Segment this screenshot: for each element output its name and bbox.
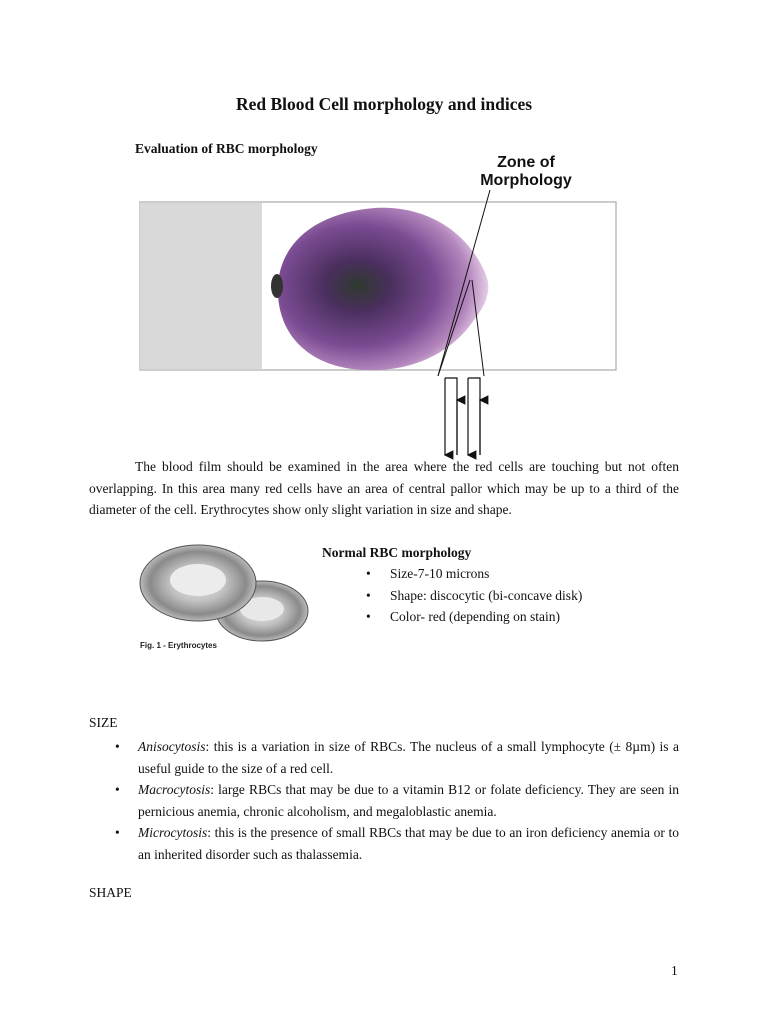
list-item: • Shape: discocytic (bi-concave disk) <box>322 585 582 607</box>
list-item: • Anisocytosis: this is a variation in size of RBCs. The nucleus of a small lymphocyte (± 8µm) is a useful guide to the size of a red cell. <box>89 736 679 779</box>
size-heading: SIZE <box>89 715 118 730</box>
size-list <box>89 736 679 865</box>
list-item: • Macrocytosis: large RBCs that may be due to a vitamin B12 or folate deficiency. They are seen in pernicious anemia, chronic alcoholism, and megaloblastic anemia. <box>89 779 679 822</box>
rbc-caption: Fig. 1 - Erythrocytes <box>140 641 217 650</box>
bullet-icon: • <box>115 825 120 840</box>
body-paragraph: The blood film should be examined in the area where the red cells are touching but not often overlapping. In this area many red cells have an area of central pallor which may be up to a third of the diameter of the cell. Erythrocytes show only slight variation in size and shape. <box>89 459 679 517</box>
zone-label-line2: Morphology <box>480 172 572 189</box>
bullet-icon: • <box>115 782 120 797</box>
page-number: 1 <box>671 963 678 978</box>
zone-label-line1: Zone of <box>497 154 555 171</box>
page-title: Red Blood Cell morphology and indices <box>235 94 533 114</box>
arrow-group <box>445 378 480 455</box>
list-item: • Color- red (depending on stain) <box>322 606 582 628</box>
erythrocytes-illustration <box>134 533 314 658</box>
bullet-icon: • <box>115 739 120 754</box>
bullet-icon: • <box>366 566 371 581</box>
bullet-icon: • <box>366 609 371 624</box>
shape-heading: SHAPE <box>89 885 132 900</box>
list-item: • Microcytosis: this is the presence of small RBCs that may be due to an iron deficiency anemia or to an inherited disorder such as thalassemia. <box>89 822 679 865</box>
list-item: • Size-7-10 microns <box>322 563 582 585</box>
smear-origin <box>271 274 283 298</box>
section-subtitle: Evaluation of RBC morphology <box>135 141 318 156</box>
normal-rbc-list <box>322 563 582 628</box>
bullet-icon: • <box>366 587 371 603</box>
normal-rbc-heading: Normal RBC morphology <box>322 545 472 560</box>
frosted-end <box>140 203 262 369</box>
zone-label <box>466 154 586 190</box>
blood-smear-figure <box>120 150 630 460</box>
